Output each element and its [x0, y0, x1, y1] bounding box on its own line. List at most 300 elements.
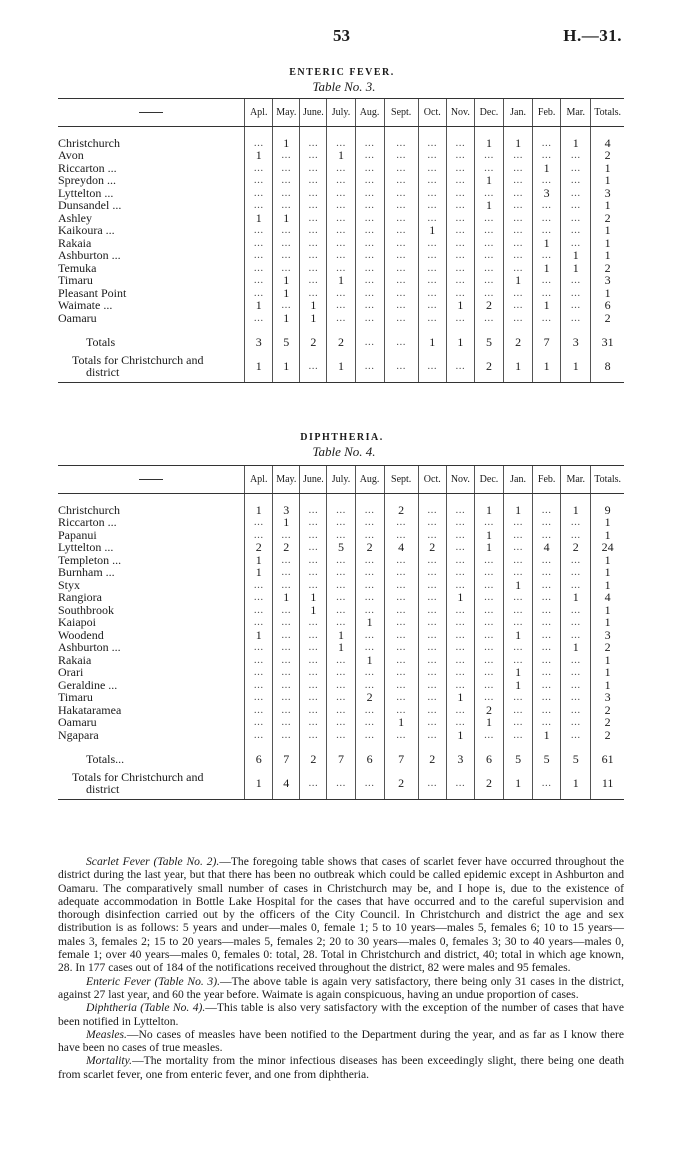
- value-cell: ...: [300, 654, 327, 667]
- value-cell: ...: [418, 299, 446, 312]
- spacer-cell: [446, 494, 474, 504]
- value-cell: ...: [504, 224, 533, 237]
- value-cell: ...: [533, 654, 561, 667]
- value-cell: 4: [533, 541, 561, 554]
- place-name-cell: [58, 591, 245, 604]
- value-cell: 1: [533, 262, 561, 275]
- spacer-cell: [418, 324, 446, 334]
- column-header: Jan.: [504, 99, 533, 127]
- value-cell: 4: [591, 137, 624, 150]
- total-value-cell: 6: [245, 751, 273, 767]
- value-cell: ...: [533, 566, 561, 579]
- value-cell: ...: [327, 516, 355, 529]
- value-cell: ...: [533, 149, 561, 162]
- value-cell: ...: [355, 224, 384, 237]
- value-cell: ...: [327, 579, 355, 592]
- value-cell: 2: [355, 541, 384, 554]
- place-name-cell: [58, 504, 245, 517]
- value-cell: ...: [355, 641, 384, 654]
- value-cell: 1: [474, 716, 503, 729]
- value-cell: 1: [245, 504, 273, 517]
- table-row: [58, 566, 624, 579]
- district-totals-row: [58, 767, 624, 799]
- value-cell: ...: [561, 679, 591, 692]
- place-name: Oamaru: [58, 310, 97, 325]
- spacer-cell: [474, 494, 503, 504]
- value-cell: ...: [245, 274, 273, 287]
- value-cell: ...: [327, 504, 355, 517]
- total-value-cell: 5: [561, 751, 591, 767]
- place-name: Papanui: [58, 527, 97, 542]
- value-cell: 2: [355, 691, 384, 704]
- value-cell: ...: [561, 199, 591, 212]
- value-cell: 1: [561, 504, 591, 517]
- place-name: Ngapara: [58, 727, 99, 742]
- value-cell: ...: [533, 137, 561, 150]
- place-name-cell: [58, 174, 245, 187]
- value-cell: ...: [446, 249, 474, 262]
- place-name: Rakaia: [58, 652, 92, 667]
- column-header: May.: [273, 466, 300, 494]
- value-cell: ...: [384, 274, 418, 287]
- spacer-cell: [384, 127, 418, 137]
- value-cell: ...: [446, 162, 474, 175]
- value-cell: ...: [355, 162, 384, 175]
- diphtheria-table-subtitle: Table No. 4.: [312, 444, 376, 459]
- total-value-cell: 2: [300, 751, 327, 767]
- table-row: [58, 262, 624, 275]
- spacer-cell: [327, 324, 355, 334]
- value-cell: ...: [446, 187, 474, 200]
- value-cell: ...: [446, 137, 474, 150]
- value-cell: 1: [561, 262, 591, 275]
- total-value-cell: 6: [355, 751, 384, 767]
- value-cell: 1: [273, 591, 300, 604]
- spacer-cell: [561, 494, 591, 504]
- value-cell: ...: [446, 516, 474, 529]
- table-row: [58, 174, 624, 187]
- enteric-fever-table: [58, 98, 624, 383]
- value-cell: ...: [504, 716, 533, 729]
- table-row: [58, 199, 624, 212]
- value-cell: ...: [327, 199, 355, 212]
- place-name-cell: [58, 554, 245, 567]
- value-cell: 1: [245, 566, 273, 579]
- value-cell: ...: [384, 224, 418, 237]
- value-cell: ...: [533, 199, 561, 212]
- value-cell: 1: [355, 616, 384, 629]
- value-cell: ...: [273, 299, 300, 312]
- place-name: Temuka: [58, 260, 97, 275]
- place-name-cell: [58, 691, 245, 704]
- value-cell: ...: [418, 249, 446, 262]
- value-cell: ...: [273, 162, 300, 175]
- value-cell: 1: [245, 212, 273, 225]
- value-cell: ...: [245, 287, 273, 300]
- spacer-cell: [58, 324, 245, 334]
- measles-body: —No cases of measles have been notified to the Department during the year, and as far as I know there have been no cases of true measles.: [58, 1027, 624, 1055]
- spacer-cell: [446, 741, 474, 751]
- value-cell: 1: [327, 274, 355, 287]
- district-totals-label: [58, 350, 245, 382]
- place-name: Christchurch: [58, 135, 120, 150]
- total-value-cell: 3: [446, 751, 474, 767]
- value-cell: ...: [561, 529, 591, 542]
- value-cell: ...: [300, 679, 327, 692]
- value-cell: 3: [591, 187, 624, 200]
- value-cell: 1: [273, 287, 300, 300]
- value-cell: ...: [355, 174, 384, 187]
- value-cell: ...: [300, 162, 327, 175]
- value-cell: ...: [418, 212, 446, 225]
- place-name-cell: [58, 237, 245, 250]
- place-name-cell: [58, 604, 245, 617]
- value-cell: ...: [418, 629, 446, 642]
- column-header: Jan.: [504, 466, 533, 494]
- value-cell: ...: [384, 666, 418, 679]
- value-cell: ...: [327, 616, 355, 629]
- value-cell: ...: [533, 529, 561, 542]
- total-value-cell: 2: [327, 334, 355, 350]
- value-cell: 2: [591, 641, 624, 654]
- value-cell: ...: [384, 516, 418, 529]
- totals-row: [58, 751, 624, 767]
- value-cell: ...: [355, 274, 384, 287]
- district-value-cell: 4: [273, 767, 300, 799]
- value-cell: ...: [418, 666, 446, 679]
- value-cell: ...: [327, 591, 355, 604]
- value-cell: ...: [533, 641, 561, 654]
- diphtheria-table-title: DIPHTHERIA.: [300, 432, 384, 443]
- value-cell: ...: [504, 174, 533, 187]
- value-cell: ...: [446, 579, 474, 592]
- value-cell: 1: [446, 729, 474, 742]
- value-cell: ...: [446, 287, 474, 300]
- table-row: [58, 591, 624, 604]
- spacer-cell: [300, 324, 327, 334]
- value-cell: 4: [591, 591, 624, 604]
- spacer-cell: [273, 741, 300, 751]
- value-cell: ...: [245, 591, 273, 604]
- value-cell: ...: [245, 529, 273, 542]
- value-cell: ...: [474, 729, 503, 742]
- value-cell: ...: [273, 529, 300, 542]
- value-cell: ...: [418, 199, 446, 212]
- district-label-line1: Totals for Christchurch and: [72, 769, 204, 784]
- value-cell: ...: [561, 212, 591, 225]
- value-cell: ...: [355, 237, 384, 250]
- value-cell: ...: [418, 641, 446, 654]
- value-cell: ...: [474, 629, 503, 642]
- district-value-cell: 1: [561, 767, 591, 799]
- totals-row: [58, 334, 624, 350]
- value-cell: ...: [504, 529, 533, 542]
- header-row: [58, 466, 624, 494]
- value-cell: 1: [591, 162, 624, 175]
- value-cell: ...: [355, 212, 384, 225]
- value-cell: ...: [355, 199, 384, 212]
- header-dash: [139, 112, 163, 113]
- value-cell: ...: [327, 679, 355, 692]
- table-row: [58, 679, 624, 692]
- spacer-cell: [273, 324, 300, 334]
- value-cell: ...: [327, 249, 355, 262]
- header-row: [58, 99, 624, 127]
- document-code: H.—31.: [563, 26, 622, 45]
- value-cell: ...: [446, 554, 474, 567]
- value-cell: ...: [300, 616, 327, 629]
- spacer-cell: [384, 324, 418, 334]
- spacer-cell: [327, 127, 355, 137]
- table-row: [58, 212, 624, 225]
- value-cell: 1: [327, 641, 355, 654]
- total-value-cell: 5: [504, 751, 533, 767]
- value-cell: 1: [591, 174, 624, 187]
- value-cell: ...: [273, 704, 300, 717]
- spacer-cell: [355, 741, 384, 751]
- value-cell: ...: [327, 604, 355, 617]
- value-cell: ...: [504, 641, 533, 654]
- value-cell: ...: [446, 224, 474, 237]
- table-row: [58, 629, 624, 642]
- value-cell: ...: [418, 174, 446, 187]
- value-cell: 1: [591, 199, 624, 212]
- column-header: Aug.: [355, 99, 384, 127]
- place-name: Timaru: [58, 273, 93, 288]
- value-cell: 1: [591, 654, 624, 667]
- value-cell: ...: [561, 516, 591, 529]
- spacer-cell: [533, 741, 561, 751]
- value-cell: 1: [384, 716, 418, 729]
- district-value-cell: 1: [504, 350, 533, 382]
- value-cell: ...: [474, 237, 503, 250]
- table-row: [58, 716, 624, 729]
- value-cell: ...: [533, 604, 561, 617]
- spacer-cell: [384, 741, 418, 751]
- spacer-cell: [327, 494, 355, 504]
- place-name: Riccarton ...: [58, 515, 117, 530]
- column-header: Apl.: [245, 466, 273, 494]
- enteric-fever-heading: Enteric Fever (Table No. 3).: [86, 974, 220, 988]
- column-header: Apl.: [245, 99, 273, 127]
- value-cell: ...: [273, 729, 300, 742]
- value-cell: ...: [300, 729, 327, 742]
- value-cell: 1: [561, 591, 591, 604]
- value-cell: ...: [561, 274, 591, 287]
- value-cell: 24: [591, 541, 624, 554]
- column-header: June.: [300, 466, 327, 494]
- district-value-cell: 1: [504, 767, 533, 799]
- value-cell: 1: [591, 616, 624, 629]
- value-cell: ...: [418, 187, 446, 200]
- value-cell: ...: [273, 679, 300, 692]
- value-cell: ...: [504, 249, 533, 262]
- diphtheria-table: [58, 465, 624, 800]
- value-cell: ...: [474, 591, 503, 604]
- value-cell: ...: [327, 716, 355, 729]
- district-totals-row: [58, 350, 624, 382]
- value-cell: ...: [273, 654, 300, 667]
- spacer-cell: [58, 741, 245, 751]
- value-cell: ...: [474, 312, 503, 325]
- value-cell: ...: [533, 579, 561, 592]
- place-name-cell: [58, 729, 245, 742]
- place-name-cell: [58, 249, 245, 262]
- value-cell: ...: [474, 224, 503, 237]
- value-cell: ...: [561, 174, 591, 187]
- page-number: 53: [333, 26, 350, 45]
- district-value-cell: 1: [273, 350, 300, 382]
- totals-label: Totals...: [86, 752, 125, 766]
- value-cell: ...: [273, 187, 300, 200]
- place-name: Woodend: [58, 627, 104, 642]
- place-name-cell: [58, 274, 245, 287]
- spacer-cell: [245, 324, 273, 334]
- value-cell: ...: [474, 162, 503, 175]
- value-cell: ...: [245, 249, 273, 262]
- value-cell: ...: [384, 249, 418, 262]
- value-cell: ...: [561, 704, 591, 717]
- place-name-cell: [58, 199, 245, 212]
- total-value-cell: 5: [474, 334, 503, 350]
- value-cell: ...: [504, 729, 533, 742]
- value-cell: 1: [504, 504, 533, 517]
- value-cell: ...: [418, 287, 446, 300]
- value-cell: 1: [591, 579, 624, 592]
- value-cell: ...: [504, 312, 533, 325]
- spacer-cell: [355, 127, 384, 137]
- column-header: July.: [327, 99, 355, 127]
- value-cell: ...: [355, 287, 384, 300]
- value-cell: ...: [474, 691, 503, 704]
- value-cell: ...: [384, 212, 418, 225]
- value-cell: ...: [533, 516, 561, 529]
- district-value-cell: 1: [561, 350, 591, 382]
- value-cell: ...: [355, 579, 384, 592]
- value-cell: ...: [355, 679, 384, 692]
- place-name: Spreydon ...: [58, 173, 116, 188]
- place-name: Ashburton ...: [58, 248, 121, 263]
- total-value-cell: 2: [300, 334, 327, 350]
- place-name-cell: [58, 162, 245, 175]
- value-cell: 1: [474, 541, 503, 554]
- place-name-cell: [58, 312, 245, 325]
- value-cell: ...: [273, 579, 300, 592]
- value-cell: ...: [561, 716, 591, 729]
- district-value-cell: ...: [300, 767, 327, 799]
- value-cell: ...: [245, 162, 273, 175]
- total-value-cell: 2: [504, 334, 533, 350]
- value-cell: ...: [474, 604, 503, 617]
- district-value-cell: ...: [533, 767, 561, 799]
- district-value-cell: 2: [474, 767, 503, 799]
- value-cell: ...: [446, 174, 474, 187]
- place-name: Oamaru: [58, 715, 97, 730]
- value-cell: ...: [273, 174, 300, 187]
- value-cell: 2: [561, 541, 591, 554]
- value-cell: ...: [474, 616, 503, 629]
- value-cell: ...: [418, 729, 446, 742]
- value-cell: 1: [327, 149, 355, 162]
- value-cell: ...: [273, 237, 300, 250]
- value-cell: 1: [300, 604, 327, 617]
- value-cell: 2: [591, 716, 624, 729]
- place-name: Southbrook: [58, 602, 115, 617]
- value-cell: ...: [245, 679, 273, 692]
- value-cell: 1: [504, 274, 533, 287]
- value-cell: ...: [245, 604, 273, 617]
- spacer-cell: [273, 494, 300, 504]
- value-cell: 1: [504, 579, 533, 592]
- table-row: [58, 237, 624, 250]
- value-cell: ...: [418, 654, 446, 667]
- value-cell: ...: [245, 704, 273, 717]
- district-value-cell: ...: [446, 350, 474, 382]
- spacer-cell: [533, 324, 561, 334]
- value-cell: ...: [504, 704, 533, 717]
- value-cell: ...: [533, 691, 561, 704]
- value-cell: ...: [561, 312, 591, 325]
- enteric-table-title: ENTERIC FEVER.: [289, 67, 395, 78]
- table-row: [58, 299, 624, 312]
- value-cell: ...: [474, 654, 503, 667]
- place-name: Pleasant Point: [58, 285, 127, 300]
- spacer-cell: [591, 494, 624, 504]
- header-dash: [139, 479, 163, 480]
- value-cell: ...: [418, 162, 446, 175]
- spacer-cell: [504, 494, 533, 504]
- value-cell: ...: [561, 666, 591, 679]
- value-cell: ...: [300, 249, 327, 262]
- value-cell: 2: [591, 262, 624, 275]
- value-cell: 3: [533, 187, 561, 200]
- value-cell: ...: [446, 716, 474, 729]
- place-name: Rakaia: [58, 235, 92, 250]
- value-cell: ...: [273, 604, 300, 617]
- value-cell: ...: [504, 616, 533, 629]
- table-row: [58, 666, 624, 679]
- district-value-cell: 1: [327, 350, 355, 382]
- district-label-line2: district: [86, 781, 120, 796]
- value-cell: ...: [273, 716, 300, 729]
- district-value-cell: ...: [327, 767, 355, 799]
- value-cell: ...: [533, 666, 561, 679]
- value-cell: 1: [446, 299, 474, 312]
- value-cell: ...: [384, 704, 418, 717]
- value-cell: ...: [327, 312, 355, 325]
- value-cell: 1: [245, 554, 273, 567]
- spacer-cell: [273, 127, 300, 137]
- place-column-header: [58, 466, 245, 494]
- value-cell: ...: [245, 654, 273, 667]
- value-cell: ...: [474, 262, 503, 275]
- place-name-cell: [58, 529, 245, 542]
- value-cell: ...: [384, 529, 418, 542]
- value-cell: ...: [327, 566, 355, 579]
- spacer-cell: [355, 324, 384, 334]
- district-value-cell: 1: [533, 350, 561, 382]
- value-cell: ...: [418, 137, 446, 150]
- value-cell: ...: [418, 262, 446, 275]
- value-cell: ...: [446, 504, 474, 517]
- value-cell: 1: [273, 312, 300, 325]
- value-cell: 1: [591, 554, 624, 567]
- value-cell: ...: [300, 629, 327, 642]
- place-name-cell: [58, 616, 245, 629]
- district-value-cell: 2: [384, 767, 418, 799]
- value-cell: ...: [446, 604, 474, 617]
- value-cell: ...: [446, 199, 474, 212]
